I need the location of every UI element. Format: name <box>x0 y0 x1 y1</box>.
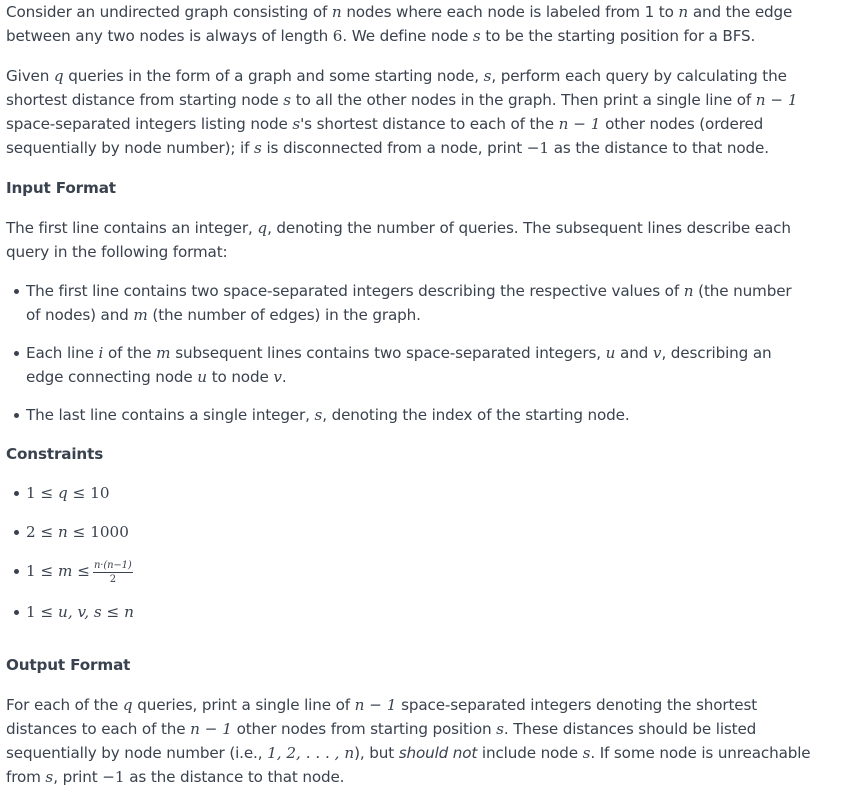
math-s: s <box>254 139 262 157</box>
text: and the edge between any two nodes is always of length <box>6 3 793 45</box>
math-text: ≤ 10 <box>67 484 110 502</box>
input-format-paragraph <box>6 216 829 264</box>
math-s: s <box>582 744 591 762</box>
text: (the number of edges) in the graph. <box>147 306 421 324</box>
text: subsequent lines contains two space-separated integers, <box>170 344 606 362</box>
list-item <box>26 279 803 327</box>
math-var: n <box>58 523 68 541</box>
text: queries, print a single line of <box>132 696 355 714</box>
math-neg-1: −1 <box>526 139 550 157</box>
text: space-separated integers denoting the shortest distances to each of the <box>6 696 758 738</box>
text: Given <box>6 67 54 85</box>
text: to be the starting position for a BFS. <box>480 27 756 45</box>
math-s: s <box>496 720 504 738</box>
text: , denoting the number of queries. The subsequent lines describe each query in the following format: <box>6 219 791 261</box>
math-sequence: 1, 2, . . . , n <box>267 744 355 762</box>
output-format-paragraph <box>6 693 829 789</box>
text: queries in the form of a graph and some starting node, <box>63 67 484 85</box>
math-s: s <box>45 768 54 786</box>
text: 's shortest distance to each of the <box>300 115 559 133</box>
math-m: m <box>133 306 148 324</box>
text: space-separated integers listing node <box>6 115 293 133</box>
math-text: ≤ <box>101 603 125 621</box>
math-var: n <box>124 603 134 621</box>
text: . We define node <box>342 27 473 45</box>
text: The first line contains an integer, <box>6 219 258 237</box>
output-format-heading: Output Format <box>6 656 131 674</box>
text: , denoting the index of the starting node. <box>322 406 630 424</box>
text: Consider an undirected graph consisting of <box>6 3 332 21</box>
text: . If some node is unreachable from <box>6 744 811 786</box>
text: include node <box>477 744 583 762</box>
math-u: u <box>197 368 208 386</box>
math-s: s <box>483 67 492 85</box>
text: For each of the <box>6 696 123 714</box>
math-text: 2 ≤ <box>26 523 59 541</box>
math-text: 1 ≤ <box>26 603 59 621</box>
text: , describing an edge connecting node <box>26 344 772 386</box>
fraction <box>93 560 133 585</box>
text: as the distance to that node. <box>549 139 769 157</box>
math-s: s <box>314 406 323 424</box>
text: . These distances should be listed sequentially by node number (i.e., <box>6 720 757 762</box>
fraction-denominator: 2 <box>109 574 116 585</box>
math-v: v <box>273 368 282 386</box>
input-format-heading: Input Format <box>6 179 116 197</box>
math-n-minus-1: n − 1 <box>755 91 798 109</box>
constraints-heading: Constraints <box>6 445 104 463</box>
constraint-item <box>26 600 829 624</box>
math-i: i <box>98 344 104 362</box>
math-u: u <box>605 344 616 362</box>
math-neg-1: −1 <box>102 768 125 786</box>
math-text: ≤ 1000 <box>67 523 129 541</box>
math-text: ≤ <box>72 562 91 580</box>
fraction-numerator: n·(n−1) <box>94 560 132 571</box>
text: The first line contains two space-separated integers describing the respective values of <box>26 282 684 300</box>
text: , print <box>53 768 103 786</box>
text: to all the other nodes in the graph. Then print a single line of <box>291 91 756 109</box>
text: Each line <box>26 344 99 362</box>
text: ), but <box>354 744 399 762</box>
intro-paragraph-1 <box>6 0 829 48</box>
text: other nodes from starting position <box>231 720 497 738</box>
math-n: n <box>331 3 342 21</box>
math-n-minus-1: n − 1 <box>354 696 397 714</box>
text: The last line contains a single integer, <box>26 406 315 424</box>
text: as the distance to that node. <box>124 768 345 786</box>
input-format-list <box>6 279 803 427</box>
list-item <box>26 403 803 427</box>
text: . <box>281 368 287 386</box>
math-var: u, v, s <box>58 603 102 621</box>
text: of the <box>103 344 157 362</box>
constraints-list <box>6 481 829 624</box>
math-n: n <box>683 282 694 300</box>
math-s: s <box>283 91 292 109</box>
text: to node <box>207 368 274 386</box>
text: other nodes (ordered sequentially by node number); if <box>6 115 764 157</box>
math-n-minus-1: n − 1 <box>558 115 601 133</box>
math-text: 1 ≤ <box>26 484 59 502</box>
math-q: q <box>257 219 268 237</box>
constraint-item <box>26 520 829 544</box>
text: and <box>615 344 653 362</box>
math-v: v <box>652 344 662 362</box>
math-n-minus-1: n − 1 <box>190 720 232 738</box>
math-n: n <box>678 3 689 21</box>
text: (the number of nodes) and <box>26 282 792 324</box>
math-q: q <box>122 696 133 714</box>
emphasis-text: should not <box>398 744 478 762</box>
math-s: s <box>292 115 301 133</box>
math-var: q <box>58 484 68 502</box>
math-s: s <box>472 27 481 45</box>
text: is disconnected from a node, print <box>261 139 527 157</box>
text: , perform each query by calculating the shortest distance from starting node <box>6 67 787 109</box>
math-q: q <box>53 67 64 85</box>
math-var: m <box>58 562 73 580</box>
text: nodes where each node is labeled from 1 to <box>341 3 679 21</box>
constraint-item <box>26 559 829 585</box>
intro-paragraph-2 <box>6 64 829 160</box>
math-six: 6 <box>332 27 343 45</box>
math-m: m <box>156 344 171 362</box>
constraint-item <box>26 481 829 505</box>
list-item <box>26 341 803 389</box>
math-text: 1 ≤ <box>26 562 59 580</box>
